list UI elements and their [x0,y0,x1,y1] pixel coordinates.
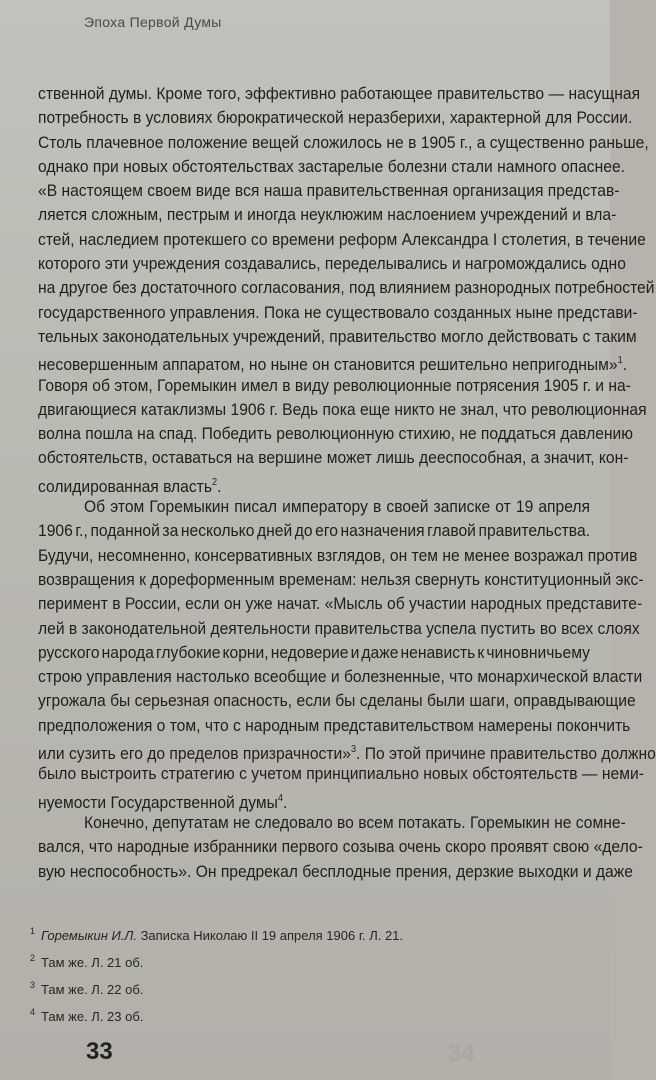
footnote-number: 1 [30,926,36,936]
text-line: солидированная власть$^2$. [38,476,222,496]
text-line: стей, наследием протекшего со времени реформ Александра I столетия, в течение [38,229,646,249]
bleed-through-page-number: 34 [448,1040,475,1067]
text-line: волна пошла на спад. Победить революционную стихию, не поддаться давлению [38,424,634,444]
footnote-text: Там же. Л. 23 об. [41,1009,144,1024]
text-line: вался, что народные избранники первого созыва очень скоро проявят свою «дело- [38,837,643,857]
footnote-text: Записка Николаю II 19 апреля 1906 г. Л. 21. [136,928,404,943]
footnote [30,920,590,947]
footnote-ref[interactable]: 2 [211,476,218,488]
text-fragment: солидированная власть [38,476,212,496]
body-text [38,82,656,884]
footnote [30,974,590,1001]
text-line: русского народа глубокие корни, недоверие и даже ненависть к чиновничьему [38,642,591,662]
footnote-number: 3 [30,980,36,990]
text-fragment: . [283,792,288,812]
text-line: Говоря об этом, Горемыкин имел в виду революционные потрясения 1905 г. и на- [38,375,631,395]
footnote [30,1001,590,1028]
text-line: вую неспособность». Он предрекал бесплодные прения, дерзкие выходки и даже [38,861,633,881]
footnote-ref[interactable]: 1 [617,355,623,367]
text-line: угрожала бы серьезная опасность, если бы сделаны были шаги, оправдывающие [38,691,636,711]
text-fragment: нуемости Государственной думы [38,792,278,812]
text-line: тельных законодательных учреждений, правительство могло действовать с таким [38,326,637,346]
text-line: возвращения к дореформенным временам: нельзя свернуть конституционный экс- [38,569,644,589]
text-fragment: несовершенным аппаратом, но ныне он становится решительно непригодным» [38,355,618,375]
text-line: которого эти учреждения создавались, переделывались и нагромождались одно [38,254,626,274]
text-line: было выстроить стратегию с учетом принципиально новых обстоятельств — неми- [38,764,644,784]
text-fragment: или сузить его до пределов призрачности» [38,744,351,764]
footnote [30,947,590,974]
text-line: лей в законодательной деятельности правительства успела пустить во всех слоях [38,618,640,638]
footnote-number: 4 [30,1007,36,1017]
text-line: Столь плачевное положение вещей сложилось не в 1905 г., а существенно раньше, [38,132,649,152]
text-line: ляется сложным, пестрым и иногда неуклюжим наслоением учреждений и вла- [38,205,617,225]
text-line: государственного управления. Пока не существовало созданных ныне представи- [38,302,638,322]
footnote-ref[interactable]: 3 [350,744,357,756]
footnotes [30,920,590,1028]
text-line: однако при новых обстоятельствах застарелые болезни стали намного опаснее. [38,156,626,176]
text-line: «В настоящем своем виде вся наша правительственная организация представ- [38,181,620,201]
footnote-author: Горемыкин И.Л. [41,928,137,943]
footnote-ref[interactable]: 4 [277,792,284,804]
text-line: обстоятельств, оставаться на вершине может лишь дееспособная, а значит, кон- [38,448,629,468]
running-head: Эпоха Первой Думы [84,14,222,30]
text-line: несовершенным аппаратом, но ныне он становится решительно непригодным»$^1$. [38,355,628,375]
text-line [38,738,656,764]
text-fragment: . По этой причине правительство должно [356,744,656,764]
text-line: на другое без достаточного согласования, под влиянием разнородных потребностей [38,278,655,298]
text-line: ственной думы. Кроме того, эффективно работающее правительство — насущная [38,84,641,103]
text-line: Конечно, депутатам не следовало во всем потакать. Горемыкин не сомне- [84,812,626,832]
text-line: потребность в условиях бюрократической неразберихи, характерной для России. [38,108,633,128]
text-line [38,787,590,811]
footnote-text: Там же. Л. 22 об. [41,982,144,997]
footnote-text: Там же. Л. 21 об. [41,955,144,970]
footnote-number: 2 [30,953,36,963]
text-line: строю управления настолько всеобщие и болезненные, что монархической власти [38,667,643,687]
text-line: предположения о том, что с народным представительством намерены покончить [38,715,631,735]
text-line: Об этом Горемыкин писал императору в своей записке от 19 апреля [84,497,590,517]
text-line: Будучи, несомненно, консервативных взглядов, он тем не менее возражал против [38,545,638,565]
page-number: 33 [86,1038,113,1065]
text-line: 1906 г., поданной за несколько дней до его назначения главой правительства. [38,521,590,541]
text-line: перимент в России, если он уже начат. «Мысль об участии народных представите- [38,594,643,614]
text-line: двигающиеся катаклизмы 1906 г. Ведь пока еще никто не знал, что революционная [38,399,647,419]
